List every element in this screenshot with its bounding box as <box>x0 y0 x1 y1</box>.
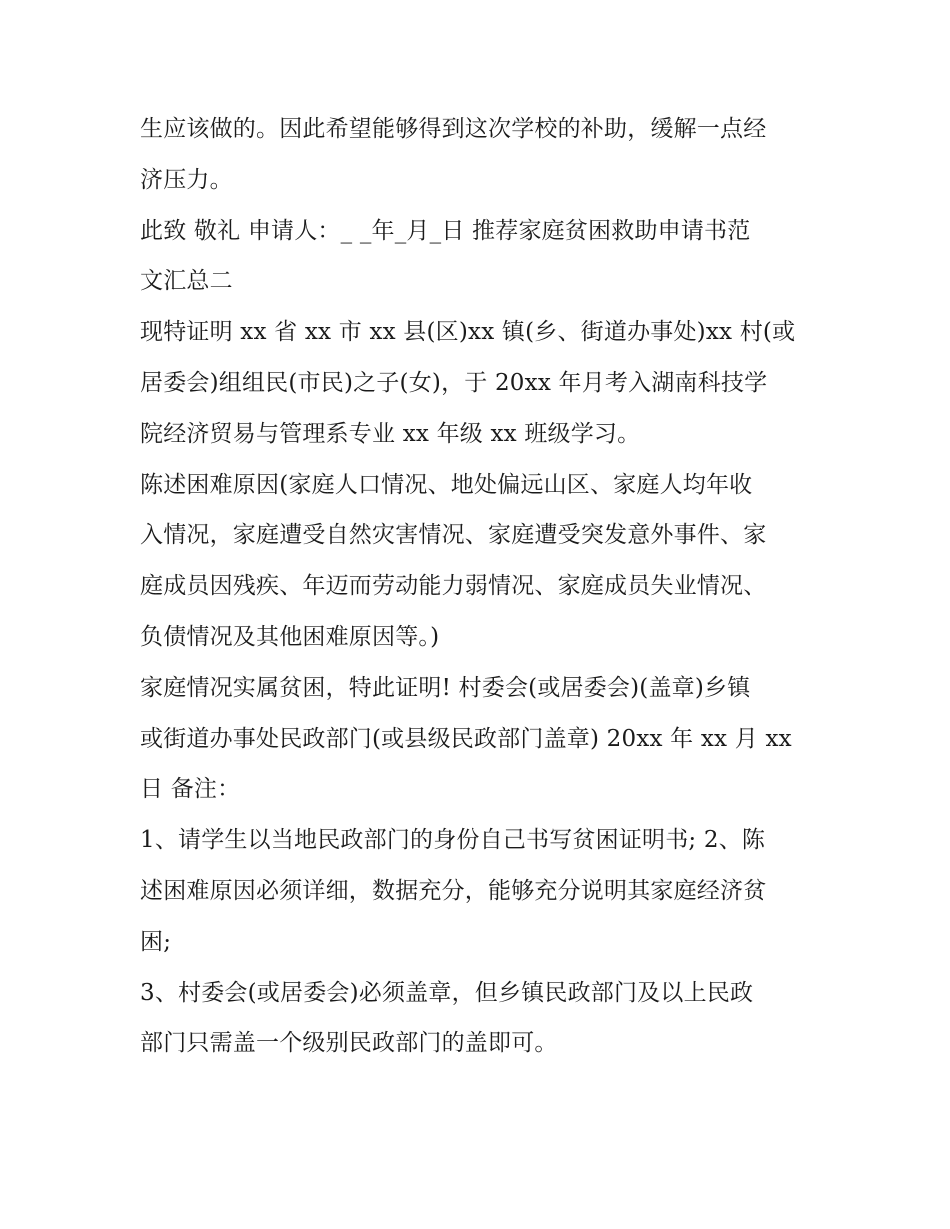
text-line: 1、请学生以当地民政部门的身份自己书写贫困证明书; 2、陈 <box>140 827 766 854</box>
text-line: 庭成员因残疾、年迈而劳动能力弱情况、家庭成员失业情况、 <box>140 573 767 600</box>
document-body <box>140 104 820 1069</box>
text-line: 现特证明 xx 省 xx 市 xx 县(区)xx 镇(乡、街道办事处)xx 村(或 <box>140 319 796 346</box>
text-line: 部门只需盖一个级别民政部门的盖即可。 <box>140 1030 558 1057</box>
text-line: 文汇总二 <box>140 268 233 295</box>
text-line: 或街道办事处民政部门(或县级民政部门盖章) 20xx 年 xx 月 xx <box>140 725 792 752</box>
text-line: 述困难原因必须详细，数据充分，能够充分说明其家庭经济贫 <box>140 877 767 904</box>
text-line: 居委会)组组民(市民)之子(女)，于 20xx 年月考入湖南科技学 <box>140 369 768 396</box>
text-line: 负债情况及其他困难原因等。) <box>140 623 440 650</box>
text-line: 困; <box>140 928 172 955</box>
text-line: 此致 敬礼 申请人：_ _年_月_日 推荐家庭贫困救助申请书范 <box>140 217 751 244</box>
text-line: 院经济贸易与管理系专业 xx 年级 xx 班级学习。 <box>140 420 641 447</box>
text-line: 生应该做的。因此希望能够得到这次学校的补助，缓解一点经 <box>140 116 767 142</box>
text-line: 入情况，家庭遭受自然灾害情况、家庭遭受突发意外事件、家 <box>140 522 767 549</box>
text-line: 3、村委会(或居委会)必须盖章，但乡镇民政部门及以上民政 <box>140 979 754 1006</box>
text-line: 陈述困难原因(家庭人口情况、地处偏远山区、家庭人均年收 <box>140 471 753 498</box>
text-line: 家庭情况实属贫困，特此证明! 村委会(或居委会)(盖章)乡镇 <box>140 674 751 701</box>
text-line: 济压力。 <box>140 166 233 193</box>
text-line: 日 备注： <box>140 776 241 803</box>
